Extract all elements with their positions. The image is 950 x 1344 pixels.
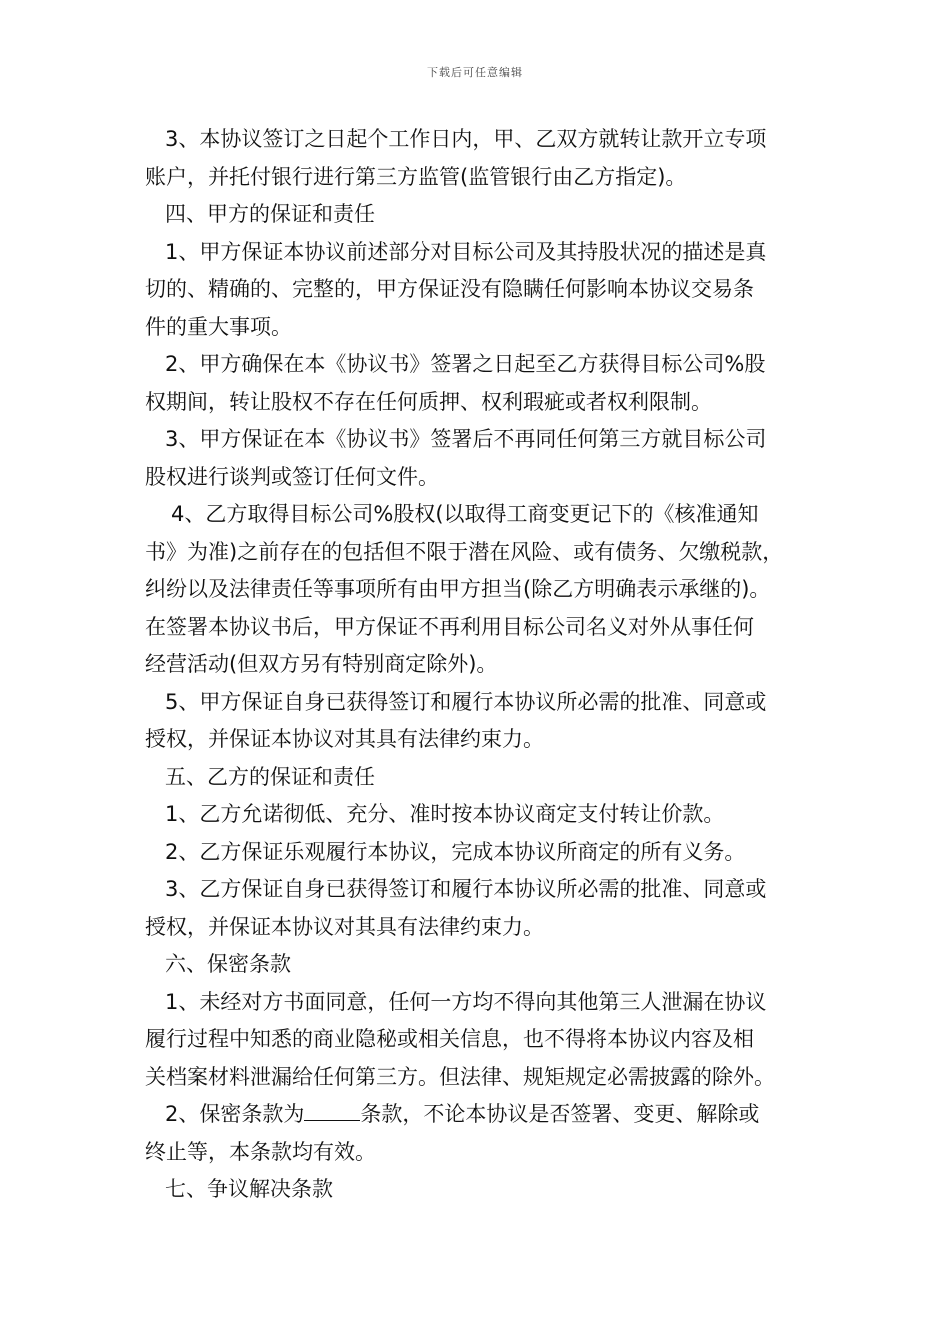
- paragraph-line: 1、乙方允诺彻低、充分、准时按本协议商定支付转让价款。: [165, 802, 725, 826]
- paragraph-line: 纠纷以及法律责任等事项所有由甲方担当(除乙方明确表示承继的)。: [145, 577, 771, 601]
- paragraph-line: [145, 1096, 810, 1134]
- paragraph-line: 终止等，本条款均有效。: [145, 1139, 376, 1164]
- paragraph-line: 2、乙方保证乐观履行本协议，完成本协议所商定的所有义务。: [165, 839, 746, 864]
- paragraph-line: 经营活动(但双方另有特别商定除外)。: [145, 652, 498, 676]
- paragraph-line: 切的、精确的、完整的，甲方保证没有隐瞒任何影响本协议交易条: [145, 277, 754, 301]
- paragraph-line: 2、甲方确保在本《协议书》签署之日起至乙方获得目标公司%股: [165, 352, 766, 376]
- section-heading: 六、保密条款: [165, 952, 291, 976]
- paragraph-line: 4、乙方取得目标公司%股权(以取得工商变更记下的《核准通知: [171, 502, 759, 526]
- paragraph-line: 3、本协议签订之日起个工作日内，甲、乙双方就转让款开立专项: [165, 127, 767, 151]
- document-body: [145, 121, 810, 1209]
- section-heading: 七、争议解决条款: [165, 1177, 333, 1201]
- section-heading: 五、乙方的保证和责任: [165, 764, 375, 789]
- paragraph-line: 权期间，转让股权不存在任何质押、权利瑕疵或者权利限制。: [145, 389, 712, 414]
- paragraph-line: 5、甲方保证自身已获得签订和履行本协议所必需的批准、同意或: [165, 689, 767, 714]
- section-heading: 四、甲方的保证和责任: [165, 202, 375, 226]
- paragraph-line: 授权，并保证本协议对其具有法律约束力。: [145, 727, 544, 751]
- paragraph-line: 3、乙方保证自身已获得签订和履行本协议所必需的批准、同意或: [165, 877, 767, 901]
- paragraph-line: 书》为准)之前存在的包括但不限于潜在风险、或有债务、欠缴税款，: [145, 539, 784, 564]
- page-header: 下载后可任意编辑: [427, 66, 523, 79]
- paragraph-line: 履行过程中知悉的商业隐秘或相关信息，也不得将本协议内容及相: [145, 1027, 754, 1051]
- clause-text-after-blank: 条款，不论本协议是否签署、变更、解除或: [360, 1102, 760, 1126]
- paragraph-line: 1、未经对方书面同意，任何一方均不得向其他第三人泄漏在协议: [165, 989, 767, 1014]
- paragraph-line: 授权，并保证本协议对其具有法律约束力。: [145, 914, 544, 939]
- paragraph-line: 关档案材料泄漏给任何第三方。但法律、规矩规定必需披露的除外。: [145, 1064, 775, 1089]
- paragraph-line: 3、甲方保证在本《协议书》签署后不再同任何第三方就目标公司: [165, 427, 767, 451]
- paragraph-line: 1、甲方保证本协议前述部分对目标公司及其持股状况的描述是真: [165, 239, 767, 264]
- paragraph-line: 在签署本协议书后，甲方保证不再利用目标公司名义对外从事任何: [145, 614, 754, 639]
- fill-in-blank: [304, 1100, 360, 1121]
- paragraph-line: 账户，并托付银行进行第三方监管(监管银行由乙方指定)。: [145, 164, 687, 189]
- paragraph-line: 件的重大事项。: [145, 314, 292, 339]
- paragraph-line: 股权进行谈判或签订任何文件。: [145, 464, 439, 489]
- clause-text-before-blank: 2、保密条款为: [165, 1102, 305, 1126]
